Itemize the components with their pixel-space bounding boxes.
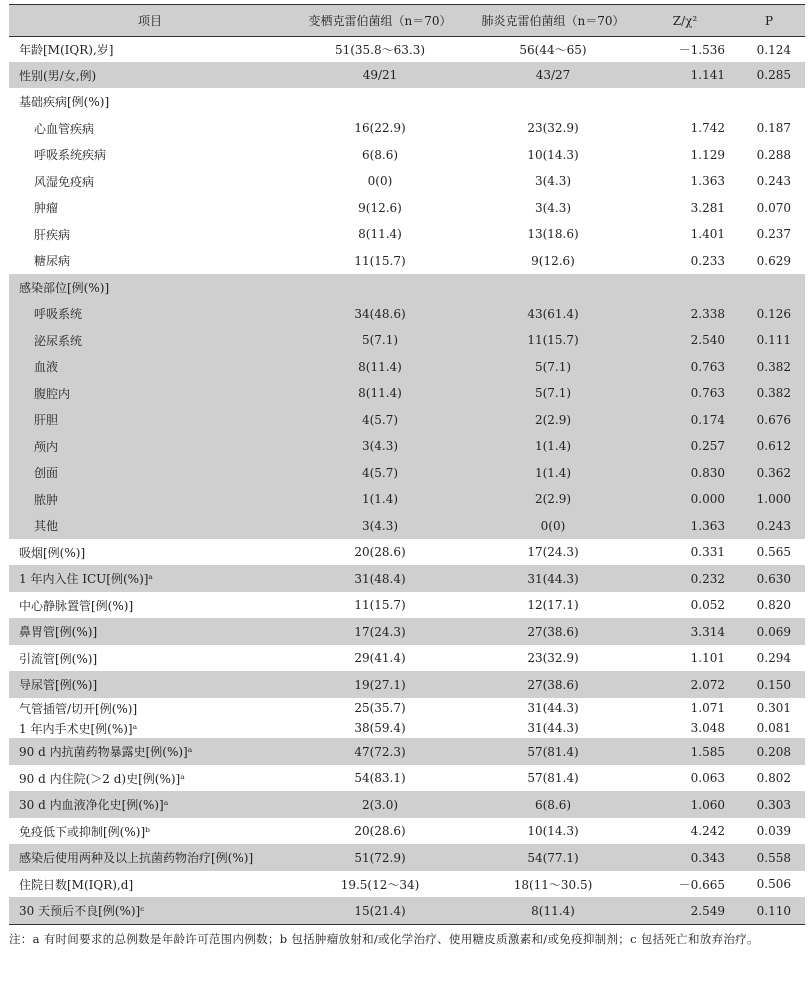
group-2-value: 8(11.4) [531,903,575,918]
statistic-value: 0.763 [690,386,725,400]
group-2-value: 3(4.3) [534,174,572,188]
group-2-value: 31(44.3) [527,571,579,586]
row-label: 30 d 内血液净化史[例(%)]ᵃ [19,798,169,812]
p-value: 0.630 [756,571,791,586]
group-1-value: 19.5(12～34) [340,877,420,892]
table-row [9,141,805,168]
row-label: 呼吸系统疾病 [34,148,107,162]
group-2-value: 18(11～30.5) [513,877,593,892]
p-value: 0.565 [756,545,791,559]
statistic-value: 0.052 [690,598,725,612]
statistic-value: 0.233 [690,253,725,268]
group-2-value: 10(14.3) [527,824,579,838]
statistic-value: 2.338 [690,306,725,321]
group-2-value: 23(32.9) [527,651,579,665]
table-row [9,818,805,844]
p-value: 0.362 [756,465,791,480]
p-value: 0.285 [756,68,791,82]
table-body [9,37,805,924]
table-row [9,380,805,406]
table-row [9,194,805,221]
row-label: 泌尿系统 [34,333,83,348]
group-1-value: 0(0) [367,174,393,188]
statistic-value: 1.363 [690,518,725,533]
table-row [9,274,805,300]
group-1-value: 31(48.4) [354,571,406,586]
table-row [9,88,805,115]
group-1-value: 6(8.6) [361,147,399,162]
group-1-value: 11(15.7) [354,598,406,612]
group-1-value: 4(5.7) [361,412,399,427]
group-1-value: 47(72.3) [354,744,406,759]
group-1-value: 16(22.9) [354,121,406,135]
statistic-value: 1.060 [690,797,725,812]
statistic-value: 0.830 [690,465,725,480]
table-row [9,698,805,718]
group-2-value: 3(4.3) [534,200,572,215]
row-label: 腹腔内 [34,386,71,401]
statistic-value: 0.000 [690,492,725,506]
group-2-value: 23(32.9) [527,121,579,135]
statistic-value: 3.048 [690,721,725,735]
table-bottom-rule [9,924,805,925]
table-footnote: 注：a 有时间要求的总例数是年龄许可范围内例数；b 包括肿瘤放射和/或化学治疗、使用糖皮质激素和/或免疫抑制剂；c 包括死亡和放弃治疗。 [9,932,759,946]
group-2-value: 43/27 [535,68,571,82]
p-value: 0.187 [756,121,791,135]
statistic-value: 2.540 [690,333,725,347]
p-value: 0.110 [756,903,791,918]
row-label: 1 年内手术史[例(%)]ᵃ [19,721,138,736]
group-2-value: 2(2.9) [534,412,572,427]
table-row [9,327,805,353]
table-row [9,459,805,486]
table-row [9,512,805,539]
p-value: 0.558 [756,850,791,865]
table-row [9,115,805,141]
table-row [9,618,805,645]
table-row [9,844,805,871]
row-label: 中心静脉置管[例(%)] [19,598,134,613]
row-label: 肝胆 [34,413,59,427]
statistic-value: 1.101 [690,651,725,665]
table-row [9,897,805,924]
p-value: 0.629 [756,253,791,268]
row-label: 气管插管/切开[例(%)] [19,701,138,716]
row-label: 30 天预后不良[例(%)]ᶜ [19,904,145,918]
p-value: 0.294 [756,651,791,665]
table-row [9,592,805,618]
table-row [9,671,805,698]
table-row [9,486,805,512]
table-row [9,765,805,791]
p-value: 0.506 [756,877,791,891]
statistic-value: 1.742 [690,121,725,135]
group-2-value: 31(44.3) [527,701,579,715]
row-label: 免疫低下或抑制[例(%)]ᵇ [19,824,150,839]
group-1-value: 11(15.7) [354,253,406,268]
p-value: 0.802 [756,771,791,785]
statistic-value: 0.063 [690,771,725,785]
group-2-value: 9(12.6) [531,253,575,268]
p-value: 0.124 [756,42,791,57]
group-2-value: 27(38.6) [527,624,579,639]
row-label: 呼吸系统 [34,307,83,321]
statistic-value: 1.071 [690,701,725,715]
group-1-value: 20(28.6) [354,545,406,559]
row-label: 创面 [34,466,59,480]
group-2-value: 1(1.4) [534,439,572,453]
row-label: 住院日数[M(IQR),d] [19,877,134,892]
row-label: 风湿免疫病 [34,174,95,189]
row-label: 血液 [34,360,59,374]
p-value: 0.111 [756,333,791,347]
table-row [9,62,805,88]
group-1-value: 3(4.3) [361,518,399,533]
p-value: 0.070 [756,200,791,215]
table-row [9,221,805,247]
group-1-value: 20(28.6) [354,824,406,838]
group-2-value: 56(44～65) [519,43,587,57]
group-1-value: 29(41.4) [354,651,406,665]
p-value: 0.303 [756,797,791,812]
group-1-value: 3(4.3) [361,439,399,453]
row-label: 肝疾病 [34,227,71,242]
table-row [9,791,805,818]
group-1-value: 8(11.4) [358,386,402,400]
group-2-value: 54(77.1) [527,850,579,865]
table-row [9,738,805,765]
group-1-value: 49/21 [362,68,398,82]
table-row [9,37,805,62]
statistic-value: －0.665 [678,877,725,892]
statistic-value: 4.242 [690,824,725,838]
p-value: 0.081 [756,721,791,735]
p-value: 0.301 [756,701,791,715]
group-1-value: 4(5.7) [361,465,399,480]
group-2-value: 17(24.3) [527,545,579,559]
row-label: 感染后使用两种及以上抗菌药物治疗[例(%)] [19,851,254,865]
p-value: 1.000 [756,492,791,506]
table-row [9,718,805,738]
p-value: 0.243 [756,518,791,533]
group-2-value: 6(8.6) [534,797,572,812]
row-label: 基础疾病[例(%)] [19,95,110,109]
group-1-value: 54(83.1) [354,771,406,785]
group-1-value: 8(11.4) [358,227,402,241]
group-2-value: 27(38.6) [527,677,579,692]
header-item: 项目 [137,14,162,28]
row-label: 鼻胃管[例(%)] [19,625,98,639]
table-row [9,353,805,380]
group-2-value: 1(1.4) [534,465,572,480]
group-1-value: 51(35.8～63.3) [334,43,426,57]
row-label: 糖尿病 [34,254,71,268]
group-2-value: 11(15.7) [527,333,579,347]
row-label: 性别(男/女,例) [19,68,97,83]
group-2-value: 0(0) [540,518,566,533]
table-row [9,433,805,459]
p-value: 0.069 [756,624,791,639]
group-1-value: 1(1.4) [361,492,399,506]
group-1-value: 9(12.6) [358,200,402,215]
row-label: 年龄[M(IQR),岁] [19,43,114,57]
p-value: 0.676 [756,412,791,427]
group-1-value: 8(11.4) [358,359,402,374]
p-value: 0.126 [756,306,791,321]
group-2-value: 31(44.3) [527,721,579,735]
table-row [9,565,805,592]
statistic-value: 1.363 [690,174,725,188]
header-group-1: 变栖克雷伯菌组（n＝70） [308,14,452,28]
table-header [9,4,805,37]
row-label: 1 年内入住 ICU[例(%)]ᵃ [19,572,154,586]
p-value: 0.382 [756,359,791,374]
statistic-value: 1.141 [690,68,725,82]
group-1-value: 51(72.9) [354,850,406,865]
group-1-value: 25(35.7) [354,701,406,715]
row-label: 90 d 内抗菌药物暴露史[例(%)]ᵃ [19,745,193,759]
table-row [9,406,805,433]
p-value: 0.288 [756,147,791,162]
header-statistic: Z/χ² [672,13,698,28]
row-label: 90 d 内住院(＞2 d)史[例(%)]ᵃ [19,771,185,786]
row-label: 吸烟[例(%)] [19,545,86,560]
p-value: 0.208 [756,744,791,759]
group-1-value: 17(24.3) [354,624,406,639]
group-1-value: 2(3.0) [361,797,399,812]
statistic-value: 2.549 [690,903,725,918]
statistic-value: 0.257 [690,439,725,453]
group-1-value: 34(48.6) [354,306,406,321]
statistic-value: 1.401 [690,227,725,241]
row-label: 颅内 [34,439,59,454]
group-2-value: 57(81.4) [527,771,579,785]
table-row [9,645,805,671]
group-1-value: 38(59.4) [354,721,406,735]
group-1-value: 5(7.1) [361,333,399,347]
group-2-value: 5(7.1) [534,359,572,374]
row-label: 脓肿 [34,492,59,507]
group-1-value: 15(21.4) [354,903,406,918]
statistic-value: －1.536 [678,43,725,57]
p-value: 0.820 [756,598,791,612]
p-value: 0.237 [756,227,791,241]
statistic-value: 0.232 [690,571,725,586]
row-label: 引流管[例(%)] [19,651,98,666]
statistic-value: 0.763 [690,359,725,374]
row-label: 其他 [34,519,59,533]
p-value: 0.039 [756,824,791,838]
header-group-2: 肺炎克雷伯菌组（n＝70） [481,14,625,28]
table-row [9,300,805,327]
row-label: 肿瘤 [34,201,59,215]
group-2-value: 10(14.3) [527,147,579,162]
group-2-value: 2(2.9) [534,492,572,506]
group-2-value: 57(81.4) [527,744,579,759]
data-table [9,4,805,948]
group-2-value: 12(17.1) [527,598,579,612]
header-p-value: P [764,13,774,28]
row-label: 导尿管[例(%)] [19,678,98,692]
p-value: 0.612 [756,439,791,453]
group-2-value: 43(61.4) [527,306,579,321]
table-row [9,247,805,274]
statistic-value: 3.281 [690,200,725,215]
statistic-value: 0.331 [690,545,725,559]
statistic-value: 0.174 [690,412,725,427]
statistic-value: 2.072 [690,677,725,692]
group-2-value: 5(7.1) [534,386,572,400]
p-value: 0.382 [756,386,791,400]
row-label: 感染部位[例(%)] [19,280,110,295]
statistic-value: 1.129 [690,147,725,162]
table-row [9,168,805,194]
group-2-value: 13(18.6) [527,227,579,241]
group-1-value: 19(27.1) [354,677,406,692]
row-label: 心血管疾病 [34,121,95,136]
table-row [9,871,805,897]
statistic-value: 3.314 [690,624,725,639]
table-row [9,539,805,565]
statistic-value: 0.343 [690,850,725,865]
p-value: 0.243 [756,174,791,188]
p-value: 0.150 [756,677,791,692]
statistic-value: 1.585 [690,744,725,759]
